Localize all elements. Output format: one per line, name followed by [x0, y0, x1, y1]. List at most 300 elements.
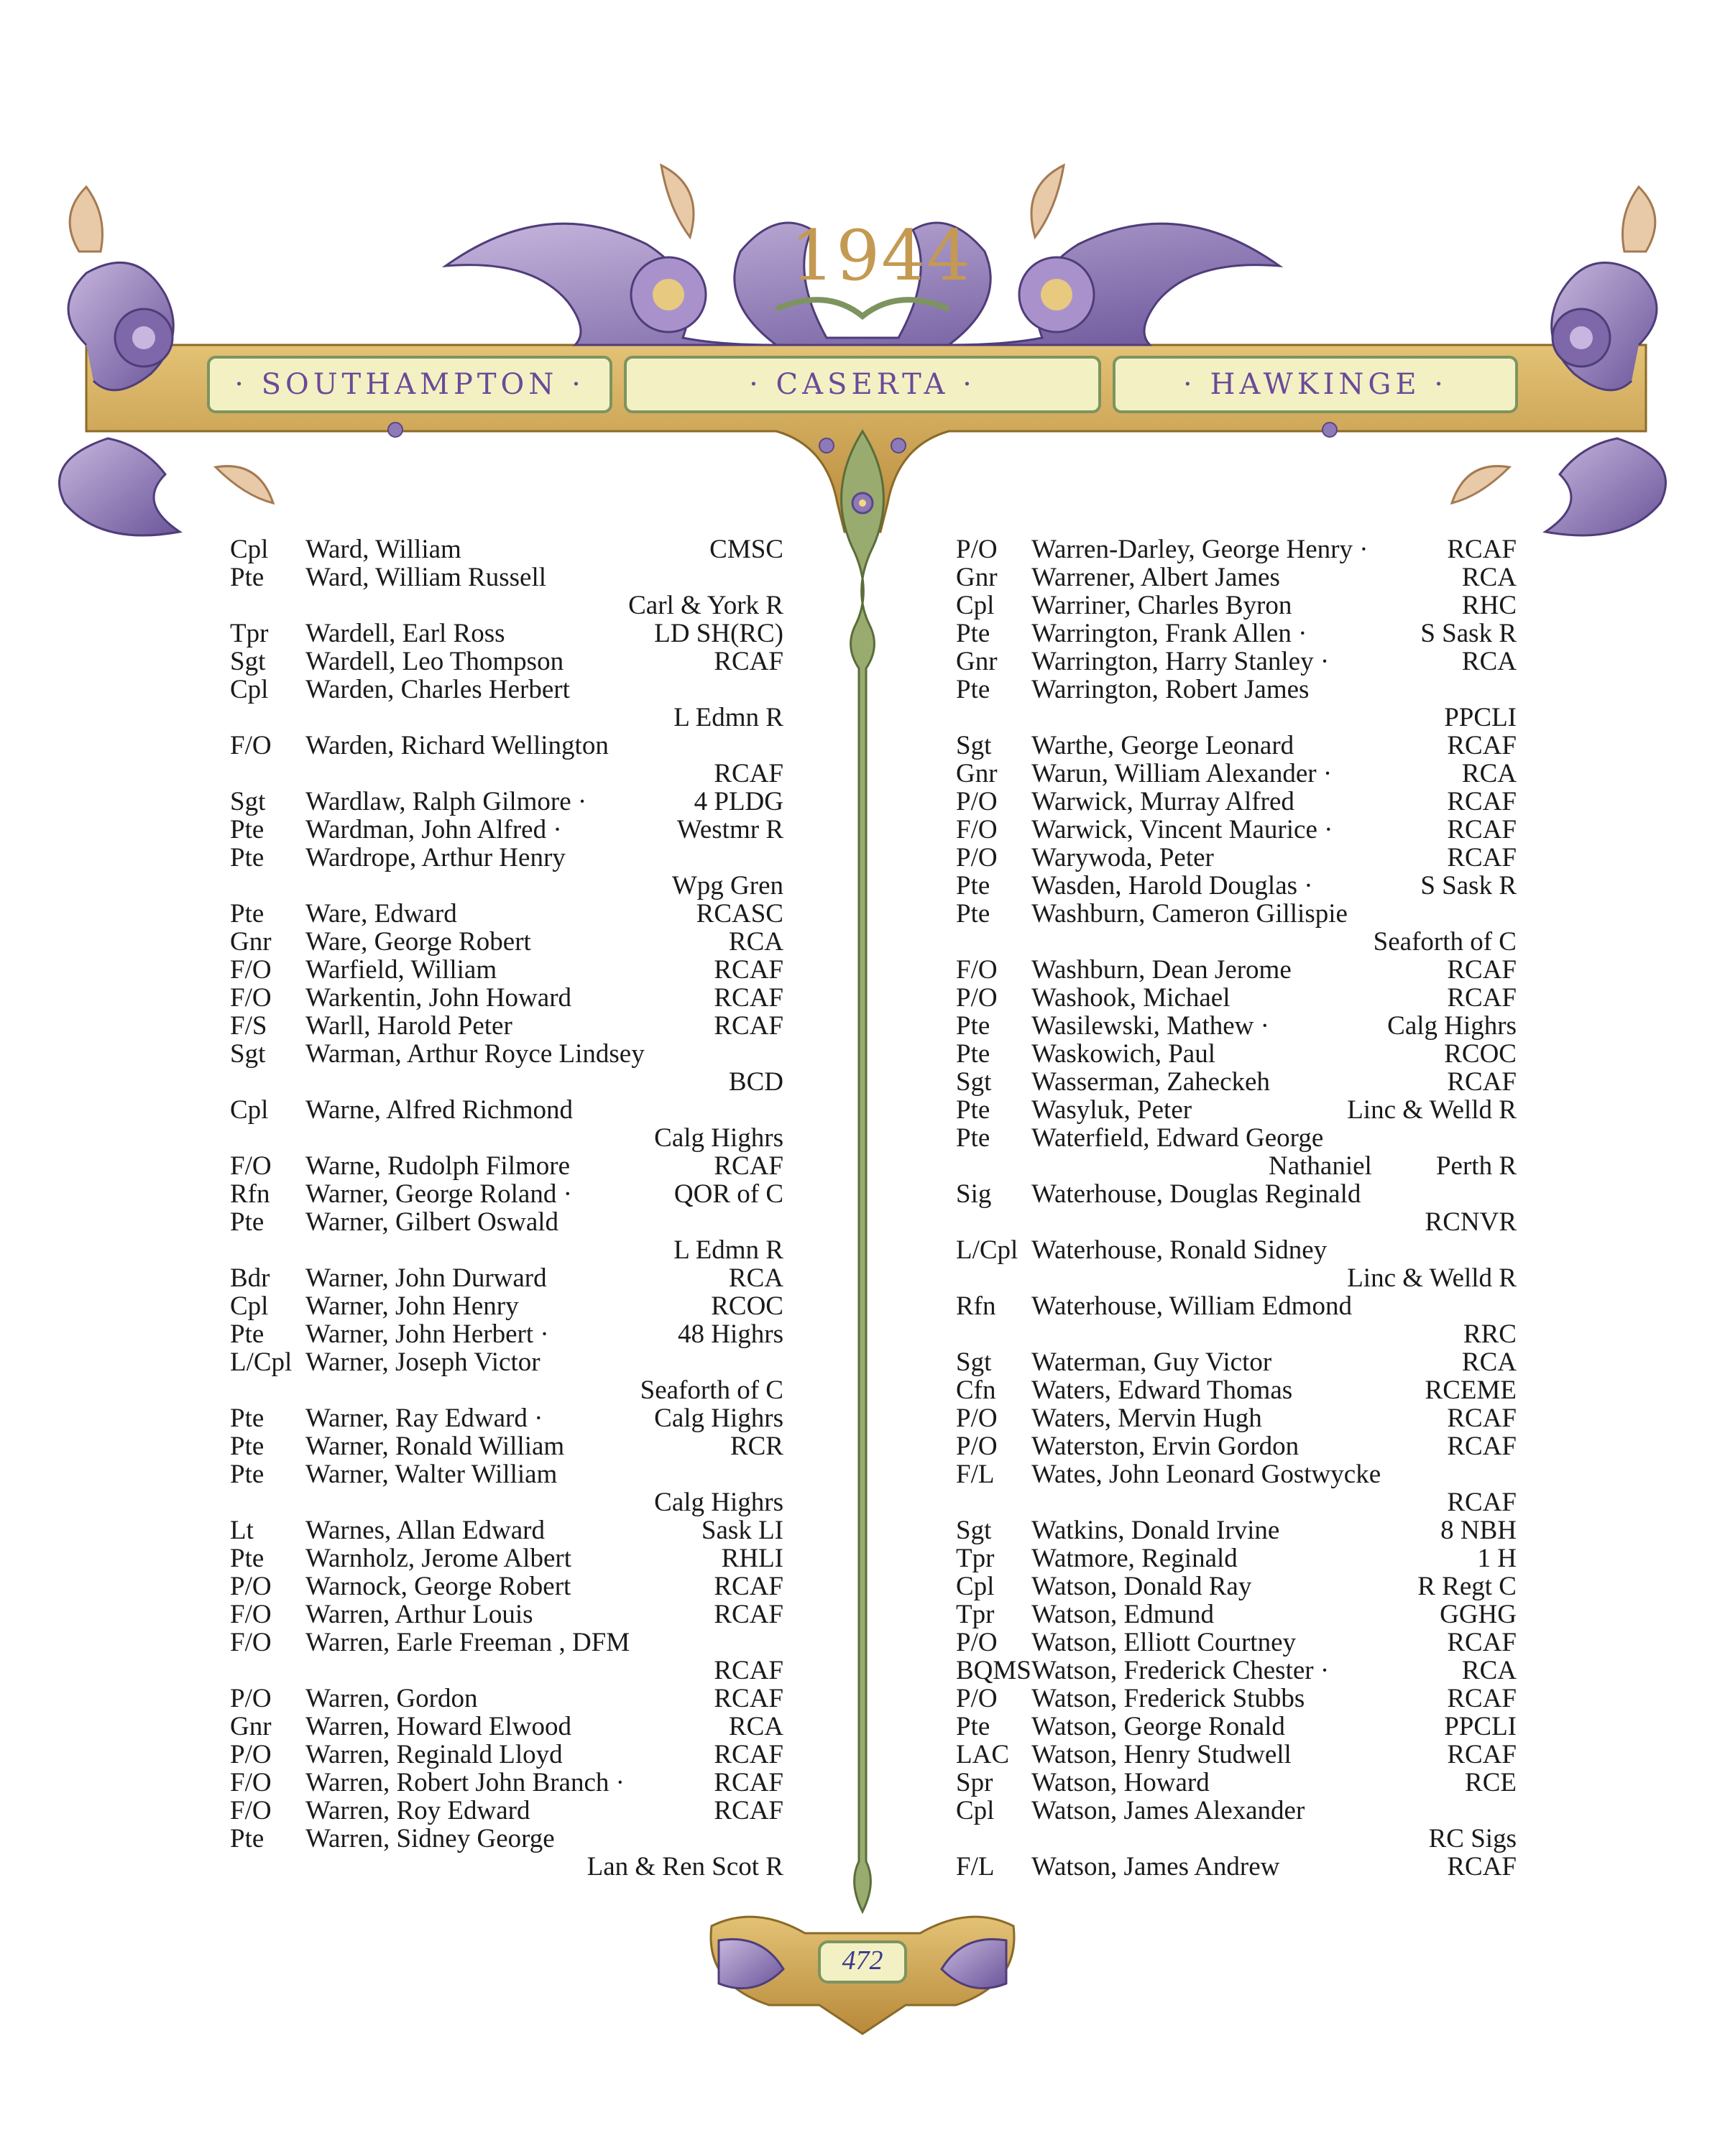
entry-name: Warne, Alfred Richmond	[305, 1095, 574, 1125]
entry-name: Warnholz, Jerome Albert	[305, 1544, 571, 1573]
entry-unit: PPCLI	[1444, 1712, 1517, 1741]
entry-name: Watson, James Andrew	[1031, 1852, 1280, 1881]
entry-name: Warfield, William	[305, 955, 497, 985]
entry-unit: RCAF	[1447, 1432, 1517, 1461]
entry-rank: Cpl	[956, 1572, 995, 1601]
roll-entry	[956, 1825, 1517, 1853]
entry-unit: Calg Highrs	[654, 1404, 783, 1433]
roll-entry	[230, 535, 783, 563]
entry-rank: Cpl	[956, 1796, 995, 1825]
roll-entry	[230, 648, 783, 676]
entry-name: Warriner, Charles Byron	[1031, 591, 1292, 620]
entry-rank: Pte	[956, 1039, 990, 1069]
entry-rank: Sgt	[230, 647, 266, 676]
entry-rank: Pte	[956, 1011, 990, 1041]
roll-entry	[230, 732, 783, 760]
entry-rank: Pte	[956, 899, 990, 929]
entry-name: Ward, William	[305, 535, 461, 564]
entry-name: Warren, Sidney George	[305, 1824, 555, 1853]
roll-entry	[230, 1657, 783, 1685]
entry-rank: Sgt	[956, 1516, 992, 1545]
entry-unit: RCAF	[1447, 1404, 1517, 1433]
roll-entry	[230, 1320, 783, 1348]
entry-rank: Pte	[956, 871, 990, 900]
entry-rank: Pte	[230, 815, 264, 844]
entry-rank: P/O	[956, 983, 998, 1013]
roll-entry	[956, 844, 1517, 872]
roll-entry	[230, 816, 783, 844]
entry-name: Watson, Elliott Courtney	[1031, 1628, 1297, 1657]
roll-entry	[230, 1040, 783, 1068]
banner-caserta: · CASERTA ·	[749, 368, 976, 401]
entry-unit: Wpg Gren	[671, 871, 783, 900]
entry-unit: 4 PLDG	[694, 787, 783, 816]
entry-name: Warner, John Henry	[305, 1291, 519, 1321]
entry-name: Watson, George Ronald	[1031, 1712, 1285, 1741]
entry-unit: Seaforth of C	[640, 1376, 783, 1405]
roll-entry	[956, 1208, 1517, 1236]
entry-rank: Pte	[230, 1207, 264, 1237]
entry-name: Washburn, Dean Jerome	[1031, 955, 1292, 985]
entry-name: Warkentin, John Howard	[305, 983, 572, 1013]
entry-name: Watson, Frederick Stubbs	[1031, 1684, 1305, 1713]
entry-name: Watson, Frederick Chester ·	[1031, 1656, 1330, 1685]
entry-rank: Gnr	[956, 647, 998, 676]
entry-unit: RHC	[1461, 591, 1517, 620]
entry-unit: RCAF	[1447, 843, 1517, 872]
entry-unit: RCAF	[1447, 955, 1517, 985]
entry-rank: Tpr	[956, 1600, 995, 1629]
roll-entry	[956, 1769, 1517, 1797]
entry-unit: RCAF	[1447, 787, 1517, 816]
entry-rank: Cpl	[230, 535, 269, 564]
roll-entry	[230, 1096, 783, 1124]
entry-name: Warner, Ray Edward ·	[305, 1404, 543, 1433]
entry-unit: RCR	[730, 1432, 783, 1461]
entry-name: Waterhouse, William Edmond	[1031, 1291, 1352, 1321]
roll-entry	[230, 928, 783, 956]
roll-entry	[956, 1741, 1517, 1769]
roll-entry	[956, 1012, 1517, 1040]
entry-unit: CMSC	[709, 535, 783, 564]
roll-entry	[956, 1264, 1517, 1292]
entry-rank: F/L	[956, 1460, 995, 1489]
entry-unit: RCAF	[1447, 815, 1517, 844]
entry-rank: Pte	[230, 563, 264, 592]
roll-entry	[230, 704, 783, 732]
entry-unit: RCE	[1465, 1768, 1517, 1797]
roll-entry	[956, 1124, 1517, 1152]
entry-name: Warren, Reginald Lloyd	[305, 1740, 563, 1769]
entry-unit: RCAF	[1447, 1628, 1517, 1657]
entry-unit: RCAF	[714, 1740, 783, 1769]
roll-entry	[230, 984, 783, 1012]
roll-entry	[956, 760, 1517, 788]
entry-name: Warthe, George Leonard	[1031, 731, 1294, 760]
entry-unit: Lan & Ren Scot R	[586, 1852, 783, 1881]
entry-name: Warner, Joseph Victor	[305, 1348, 540, 1377]
roll-entry	[230, 1628, 783, 1657]
roll-entry	[230, 1488, 783, 1516]
roll-entry	[230, 1180, 783, 1208]
entry-name: Wardell, Leo Thompson	[305, 647, 564, 676]
entry-name: Warner, John Durward	[305, 1263, 547, 1293]
entry-rank: P/O	[956, 1628, 998, 1657]
entry-unit: RCAF	[714, 1684, 783, 1713]
roll-entry	[230, 1572, 783, 1600]
entry-name: Watkins, Donald Irvine	[1031, 1516, 1280, 1545]
roll-entry	[230, 619, 783, 648]
entry-rank: Pte	[956, 1123, 990, 1153]
roll-entry	[230, 1713, 783, 1741]
entry-rank: F/O	[230, 955, 272, 985]
roll-entry	[956, 1797, 1517, 1825]
entry-unit: RCOC	[1444, 1039, 1517, 1069]
roll-entry	[956, 732, 1517, 760]
roll-entry	[230, 1012, 783, 1040]
entry-unit: RCAF	[714, 1572, 783, 1601]
entry-name: Waterston, Ervin Gordon	[1031, 1432, 1300, 1461]
roll-entry	[230, 1376, 783, 1404]
roll-entry	[230, 1236, 783, 1264]
roll-entry	[230, 1208, 783, 1236]
roll-entry	[956, 1628, 1517, 1657]
entry-name: Wates, John Leonard Gostwycke	[1031, 1460, 1381, 1489]
entry-unit: RCAF	[1447, 1852, 1517, 1881]
entry-name: Washburn, Cameron Gillispie	[1031, 899, 1348, 929]
entry-unit: RCAF	[1447, 731, 1517, 760]
roll-entry	[956, 816, 1517, 844]
entry-name: Warren, Robert John Branch ·	[305, 1768, 625, 1797]
entry-unit: 48 Highrs	[678, 1319, 783, 1349]
roll-entry	[956, 704, 1517, 732]
entry-unit: RCAF	[714, 1656, 783, 1685]
entry-name: Watson, Henry Studwell	[1031, 1740, 1292, 1769]
entry-rank: Bdr	[230, 1263, 270, 1293]
entry-name: Wasyluk, Peter	[1031, 1095, 1192, 1125]
entry-rank: Cfn	[956, 1376, 996, 1405]
entry-rank: Pte	[230, 1824, 264, 1853]
entry-rank: Pte	[230, 1432, 264, 1461]
entry-rank: Cpl	[230, 1291, 269, 1321]
roll-entry	[956, 1685, 1517, 1713]
entry-rank: P/O	[956, 1684, 998, 1713]
entry-rank: F/L	[956, 1852, 995, 1881]
entry-rank: Gnr	[230, 927, 272, 957]
entry-name: Warrington, Frank Allen ·	[1031, 619, 1307, 648]
entry-name: Warren, Roy Edward	[305, 1796, 530, 1825]
roll-entry	[230, 1432, 783, 1460]
roll-entry	[956, 1292, 1517, 1320]
roll-entry	[956, 1572, 1517, 1600]
entry-rank: Pte	[230, 1544, 264, 1573]
roll-entry	[230, 1825, 783, 1853]
roll-entry	[956, 1432, 1517, 1460]
entry-unit: RCAF	[714, 1011, 783, 1041]
entry-rank: P/O	[956, 1404, 998, 1433]
roll-entry	[956, 928, 1517, 956]
entry-name: Warren, Earle Freeman , DFM	[305, 1628, 630, 1657]
entry-unit: RCAF	[714, 983, 783, 1013]
entry-unit: Perth R	[1435, 1151, 1517, 1181]
page-number: 472	[842, 1945, 883, 1976]
entry-rank: F/O	[230, 1796, 272, 1825]
roll-entry	[956, 1348, 1517, 1376]
entry-name: Ward, William Russell	[305, 563, 547, 592]
entry-name: Warner, Walter William	[305, 1460, 558, 1489]
entry-unit: L Edmn R	[673, 1235, 783, 1265]
left-name-column	[230, 535, 783, 1881]
entry-rank: Gnr	[956, 563, 998, 592]
entry-unit: RCOC	[711, 1291, 783, 1321]
entry-rank: L/Cpl	[230, 1348, 293, 1377]
right-name-column	[956, 535, 1517, 1881]
entry-rank: Sgt	[230, 787, 266, 816]
roll-entry	[230, 563, 783, 591]
entry-rank: Pte	[956, 619, 990, 648]
entry-rank: F/O	[230, 1600, 272, 1629]
roll-entry	[956, 1040, 1517, 1068]
entry-unit: RCASC	[696, 899, 783, 929]
entry-rank: P/O	[230, 1684, 272, 1713]
entry-rank: P/O	[230, 1740, 272, 1769]
banner-southampton: · SOUTHAMPTON ·	[234, 368, 585, 401]
entry-unit: 8 NBH	[1440, 1516, 1517, 1545]
entry-rank: Sgt	[230, 1039, 266, 1069]
roll-entry	[230, 591, 783, 619]
entry-unit: Linc & Welld R	[1347, 1095, 1517, 1125]
entry-rank: F/O	[230, 1628, 272, 1657]
entry-unit: RCAF	[714, 759, 783, 788]
entry-unit: RC Sigs	[1428, 1824, 1517, 1853]
entry-unit: PPCLI	[1444, 703, 1517, 732]
entry-rank: Sgt	[956, 1067, 992, 1097]
entry-unit: Carl & York R	[628, 591, 783, 620]
roll-entry	[956, 1236, 1517, 1264]
roll-entry	[230, 1152, 783, 1180]
entry-rank: Rfn	[230, 1179, 270, 1209]
banner-hawkinge: · HAWKINGE ·	[1183, 368, 1448, 401]
entry-unit: S Sask R	[1420, 871, 1517, 900]
entry-name: Waters, Edward Thomas	[1031, 1376, 1293, 1405]
entry-unit: L Edmn R	[673, 703, 783, 732]
entry-name: Watson, Edmund	[1031, 1600, 1214, 1629]
entry-unit: Sask LI	[701, 1516, 783, 1545]
entry-unit: RCA	[728, 1263, 783, 1293]
entry-name: Warnock, George Robert	[305, 1572, 571, 1601]
entry-unit: Calg Highrs	[654, 1123, 783, 1153]
entry-rank: Tpr	[230, 619, 269, 648]
roll-entry	[230, 1600, 783, 1628]
entry-rank: F/O	[956, 955, 998, 985]
entry-rank: Lt	[230, 1516, 254, 1545]
entry-name: Watson, Howard	[1031, 1768, 1210, 1797]
entry-name: Warwick, Murray Alfred	[1031, 787, 1294, 816]
entry-rank: F/O	[230, 1768, 272, 1797]
roll-entry	[230, 1741, 783, 1769]
entry-unit: RCAF	[714, 1151, 783, 1181]
roll-entry	[230, 676, 783, 704]
entry-name: Warywoda, Peter	[1031, 843, 1214, 872]
entry-unit: RCAF	[714, 955, 783, 985]
entry-rank: F/O	[230, 731, 272, 760]
entry-unit: RCAF	[1447, 1488, 1517, 1517]
entry-rank: P/O	[230, 1572, 272, 1601]
roll-entry	[230, 1292, 783, 1320]
entry-name: Watson, James Alexander	[1031, 1796, 1305, 1825]
entry-unit: RRC	[1463, 1319, 1517, 1349]
entry-name: Warman, Arthur Royce Lindsey	[305, 1039, 645, 1069]
entry-rank: P/O	[956, 843, 998, 872]
roll-entry	[230, 1797, 783, 1825]
entry-name: Warnes, Allan Edward	[305, 1516, 545, 1545]
roll-entry	[230, 900, 783, 928]
roll-entry	[956, 788, 1517, 816]
entry-rank: BQMS	[956, 1656, 1031, 1685]
roll-entry	[956, 619, 1517, 648]
roll-entry	[230, 1516, 783, 1544]
entry-name: Wardell, Earl Ross	[305, 619, 505, 648]
roll-entry	[230, 1685, 783, 1713]
entry-name: Wardman, John Alfred ·	[305, 815, 562, 844]
entry-unit: RCA	[1461, 1656, 1517, 1685]
entry-name: Warner, Ronald William	[305, 1432, 565, 1461]
roll-entry	[956, 1460, 1517, 1488]
entry-unit: RCA	[728, 1712, 783, 1741]
entry-unit: BCD	[728, 1067, 783, 1097]
roll-entry	[230, 1264, 783, 1292]
entry-unit: LD SH(RC)	[654, 619, 783, 648]
entry-rank: P/O	[956, 535, 998, 564]
entry-rank: Pte	[230, 1404, 264, 1433]
central-stem	[842, 431, 884, 1912]
roll-entry	[956, 1713, 1517, 1741]
entry-rank: Sgt	[956, 731, 992, 760]
entry-unit: Linc & Welld R	[1347, 1263, 1517, 1293]
roll-entry	[956, 1544, 1517, 1572]
entry-unit: RCAF	[714, 1768, 783, 1797]
roll-entry	[956, 1376, 1517, 1404]
entry-name: Wasden, Harold Douglas ·	[1031, 871, 1313, 900]
entry-name: Warren, Arthur Louis	[305, 1600, 533, 1629]
entry-name: Wasilewski, Mathew ·	[1031, 1011, 1269, 1041]
roll-entry	[230, 1853, 783, 1881]
entry-unit: RCEME	[1425, 1376, 1517, 1405]
entry-unit: Seaforth of C	[1373, 927, 1517, 957]
entry-unit: Westmr R	[676, 815, 783, 844]
roll-entry	[230, 844, 783, 872]
entry-unit: R Regt C	[1417, 1572, 1517, 1601]
roll-entry	[956, 1152, 1517, 1180]
entry-name: Warrener, Albert James	[1031, 563, 1280, 592]
entry-name: Warner, George Roland ·	[305, 1179, 572, 1209]
entry-rank: Rfn	[956, 1291, 996, 1321]
entry-rank: Tpr	[956, 1544, 995, 1573]
roll-entry	[956, 535, 1517, 563]
roll-entry	[230, 1124, 783, 1152]
entry-name: Waterhouse, Ronald Sidney	[1031, 1235, 1328, 1265]
entry-rank: Cpl	[230, 1095, 269, 1125]
entry-unit: RCAF	[1447, 535, 1517, 564]
entry-name: Ware, Edward	[305, 899, 457, 929]
roll-entry	[230, 788, 783, 816]
entry-rank: Pte	[956, 1095, 990, 1125]
roll-entry	[956, 1180, 1517, 1208]
entry-name: Waterman, Guy Victor	[1031, 1348, 1272, 1377]
roll-entry	[230, 1404, 783, 1432]
entry-name: Waterhouse, Douglas Reginald	[1031, 1179, 1361, 1209]
entry-name: Warwick, Vincent Maurice ·	[1031, 815, 1333, 844]
roll-entry	[230, 1769, 783, 1797]
entry-unit: Calg Highrs	[1387, 1011, 1517, 1041]
roll-entry	[956, 676, 1517, 704]
entry-rank: F/O	[230, 1151, 272, 1181]
entry-unit: RCA	[1461, 563, 1517, 592]
entry-name: Warren, Gordon	[305, 1684, 478, 1713]
entry-rank: Pte	[230, 1460, 264, 1489]
entry-rank: P/O	[956, 1432, 998, 1461]
entry-name: Waskowich, Paul	[1031, 1039, 1215, 1069]
entry-name: Warne, Rudolph Filmore	[305, 1151, 570, 1181]
roll-entry	[956, 1488, 1517, 1516]
entry-rank: Pte	[956, 1712, 990, 1741]
roll-entry	[956, 1068, 1517, 1096]
roll-entry	[230, 872, 783, 900]
entry-unit: RHLI	[721, 1544, 783, 1573]
roll-entry	[230, 1348, 783, 1376]
entry-unit: RCAF	[714, 647, 783, 676]
entry-name: Warden, Richard Wellington	[305, 731, 609, 760]
entry-name: Waters, Mervin Hugh	[1031, 1404, 1262, 1433]
entry-name: Warrington, Harry Stanley ·	[1031, 647, 1330, 676]
entry-rank: F/O	[956, 815, 998, 844]
roll-entry	[230, 1068, 783, 1096]
roll-entry	[956, 900, 1517, 928]
roll-entry	[230, 1544, 783, 1572]
entry-rank: P/O	[956, 787, 998, 816]
entry-unit: RCA	[728, 927, 783, 957]
entry-unit: RCAF	[1447, 983, 1517, 1013]
entry-name: Warll, Harold Peter	[305, 1011, 512, 1041]
roll-entry	[956, 1600, 1517, 1628]
roll-entry	[230, 956, 783, 984]
entry-rank: Gnr	[230, 1712, 272, 1741]
entry-unit: RCAF	[714, 1600, 783, 1629]
entry-rank: Pte	[230, 899, 264, 929]
entry-name: Waterfield, Edward George	[1031, 1123, 1324, 1153]
entry-name: Watson, Donald Ray	[1031, 1572, 1252, 1601]
entry-name: Warden, Charles Herbert	[305, 675, 570, 704]
entry-unit: Calg Highrs	[654, 1488, 783, 1517]
roll-entry	[230, 1460, 783, 1488]
entry-unit: 1 H	[1477, 1544, 1517, 1573]
entry-unit: RCNVR	[1425, 1207, 1517, 1237]
entry-rank: Sig	[956, 1179, 992, 1209]
entry-unit: QOR of C	[673, 1179, 783, 1209]
entry-unit: GGHG	[1440, 1600, 1517, 1629]
roll-entry	[956, 591, 1517, 619]
entry-name: Warrington, Robert James	[1031, 675, 1310, 704]
entry-name: Warun, William Alexander ·	[1031, 759, 1333, 788]
entry-name: Washook, Michael	[1031, 983, 1230, 1013]
entry-unit: RCA	[1461, 759, 1517, 788]
roll-entry	[956, 563, 1517, 591]
entry-unit: RCA	[1461, 1348, 1517, 1377]
roll-entry	[956, 1096, 1517, 1124]
entry-rank: Sgt	[956, 1348, 992, 1377]
roll-entry	[230, 760, 783, 788]
entry-unit: RCA	[1461, 647, 1517, 676]
